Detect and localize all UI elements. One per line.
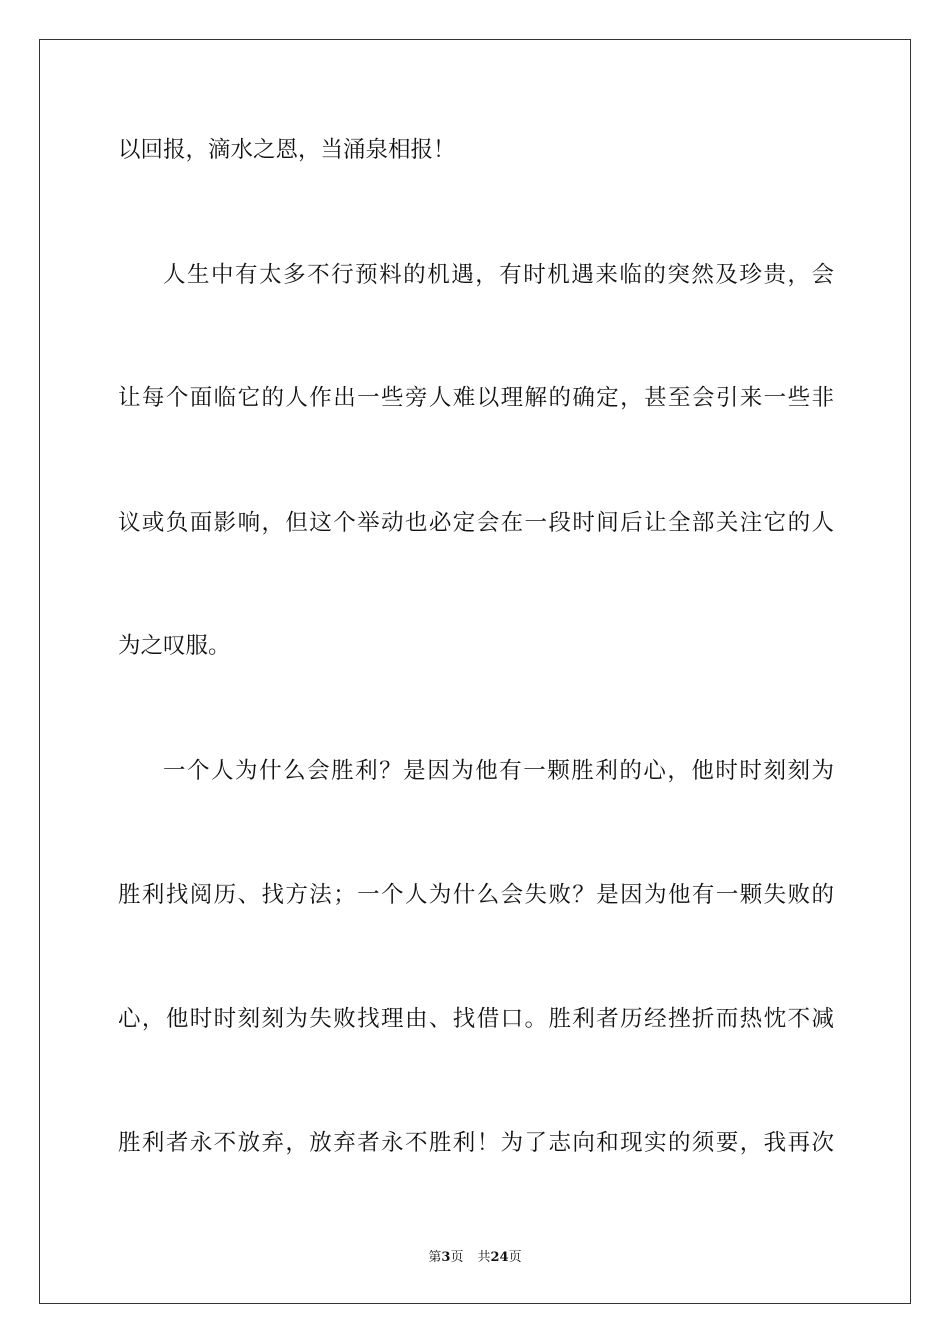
page-prefix: 第: [428, 1250, 442, 1265]
paragraph-2-line-2: 让每个面临它的人作出一些旁人难以理解的确定，甚至会引来一些非: [118, 385, 834, 411]
page-border: [39, 39, 911, 1304]
text-line-1: 以回报，滴水之恩，当涌泉相报！: [118, 137, 456, 163]
paragraph-3-line-2: 胜利找阅历、找方法；一个人为什么会失败？是因为他有一颗失败的: [118, 882, 834, 908]
paragraph-2-line-4: 为之叹服。: [118, 633, 231, 659]
paragraph-3-line-3: 心，他时时刻刻为失败找理由、找借口。胜利者历经挫折而热忱不减: [118, 1006, 834, 1032]
page-footer: [0, 1246, 950, 1265]
page-suffix: 页: [450, 1250, 464, 1265]
paragraph-2-line-3: 议或负面影响，但这个举动也必定会在一段时间后让全部关注它的人: [118, 510, 834, 536]
paragraph-2-line-1: 人生中有太多不行预料的机遇，有时机遇来临的突然及珍贵，会: [163, 262, 834, 288]
total-suffix: 页: [508, 1250, 522, 1265]
page-number: 3: [441, 1250, 451, 1265]
paragraph-3-line-1: 一个人为什么会胜利？是因为他有一颗胜利的心，他时时刻刻为: [163, 758, 834, 784]
total-pages: 24: [490, 1250, 509, 1265]
paragraph-3-line-4: 胜利者永不放弃，放弃者永不胜利！为了志向和现实的须要，我再次: [118, 1130, 834, 1156]
total-prefix: 共: [477, 1250, 491, 1265]
